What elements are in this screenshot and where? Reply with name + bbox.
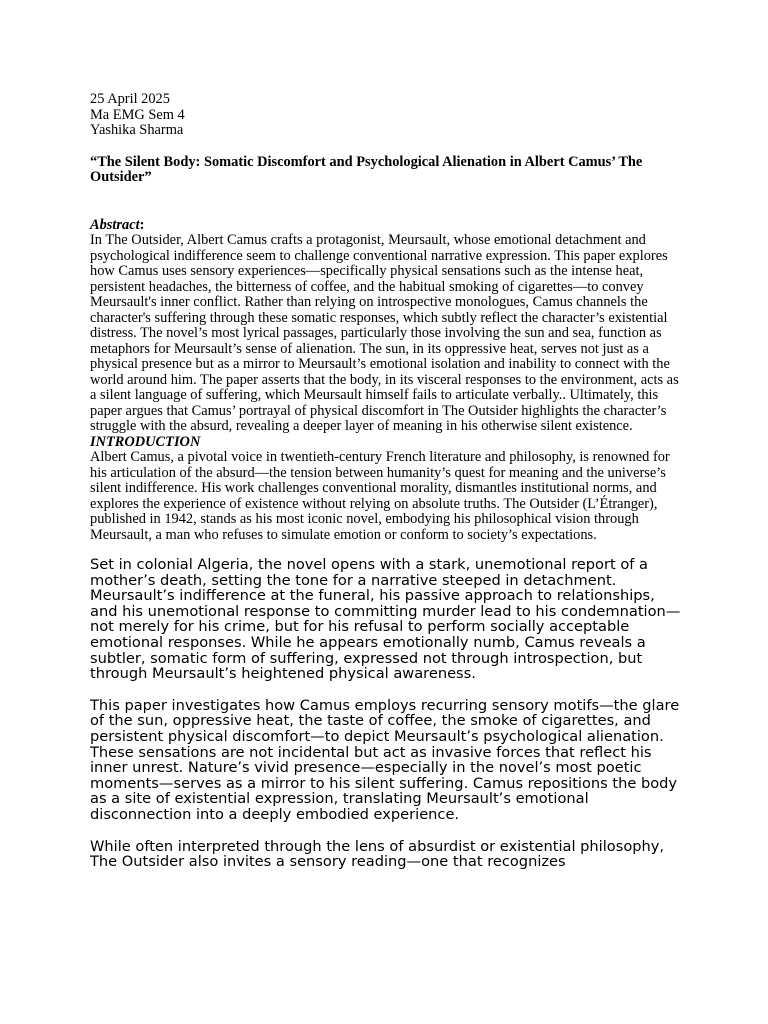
abstract-colon: :: [139, 216, 145, 233]
intro-paragraph-2: Set in colonial Algeria, the novel opens with a stark, unemotional report of a mother’s death, setting the tone for a narrative steeped in detachment. Meursault’s indifference at the funeral, his passive approach to relationships, and his unemotional response to committing murder lead to his condemnation—not merely for his crime, but for his refusal to perform socially acceptable emotional responses. While he appears emotionally numb, Camus reveals a subtler, somatic form of suffering, expressed not through introspection, but through Meursault’s heightened physical awareness.: [90, 556, 681, 683]
document-page: [90, 92, 682, 870]
abstract-label: Abstract: [90, 216, 140, 233]
intro-paragraph-4: While often interpreted through the lens of absurdist or existential philosophy, The Outsider also invites a sensory reading—one that recognizes: [90, 837, 665, 871]
author-line: Yashika Sharma: [90, 122, 184, 138]
paper-title: “The Silent Body: Somatic Discomfort and Psychological Alienation in Albert Camus’ The Outsider”: [90, 153, 643, 185]
course-line: Ma EMG Sem 4: [90, 106, 185, 123]
introduction-heading: INTRODUCTION: [90, 433, 201, 450]
intro-paragraph-1: Albert Camus, a pivotal voice in twentieth-century French literature and philosophy, is renowned for his articulation of the absurd—the tension between humanity’s quest for meaning and the universe’s silent indifference. His work challenges conventional morality, dismantles institutional norms, and explores the experience of existence without relying on absolute truths. The Outsider (L’Étranger), published in 1942, stands as his most iconic novel, embodying his philosophical vision through Meursault, a man who refuses to simulate emotion or conform to society’s expectations.: [90, 449, 670, 543]
intro-paragraph-3: This paper investigates how Camus employs recurring sensory motifs—the glare of the sun, oppressive heat, the taste of coffee, the smoke of cigarettes, and persistent physical discomfort—to depict Meursault’s psychological alienation. These sensations are not incidental but act as invasive forces that reflect his inner unrest. Nature’s vivid presence—especially in the novel’s most poetic moments—serves as a mirror to his silent suffering. Camus repositions the body as a site of existential expression, translating Meursault’s emotional disconnection into a deeply embodied experience.: [90, 696, 680, 823]
date-line: 25 April 2025: [90, 91, 170, 107]
abstract-heading: [90, 218, 682, 234]
abstract-text: In The Outsider, Albert Camus crafts a protagonist, Meursault, whose emotional detachment and psychological indifference seem to challenge conventional narrative expression. This paper explores how Camus uses sensory experiences—specifically physical sensations such as the intense heat, persistent headaches, the bitterness of coffee, and the habitual smoking of cigarettes—to convey Meursault's inner conflict. Rather than relying on introspective monologues, Camus channels the character's suffering through these somatic responses, which subtly reflect the character’s existential distress. The novel’s most lyrical passages, particularly those involving the sun and sea, function as metaphors for Meursault’s sense of alienation. The sun, in its oppressive heat, serves not just as a physical presence but as a mirror to Meursault’s emotional isolation and inability to connect with the world around him. The paper asserts that the body, in its visceral responses to the environment, acts as a silent language of suffering, which Meursault himself fails to articulate verbally.. Ultimately, this paper argues that Camus’ portrayal of physical discomfort in The Outsider highlights the character’s struggle with the absurd, revealing a deeper layer of meaning in his otherwise silent existence.: [90, 232, 679, 434]
header-block: [90, 92, 682, 139]
